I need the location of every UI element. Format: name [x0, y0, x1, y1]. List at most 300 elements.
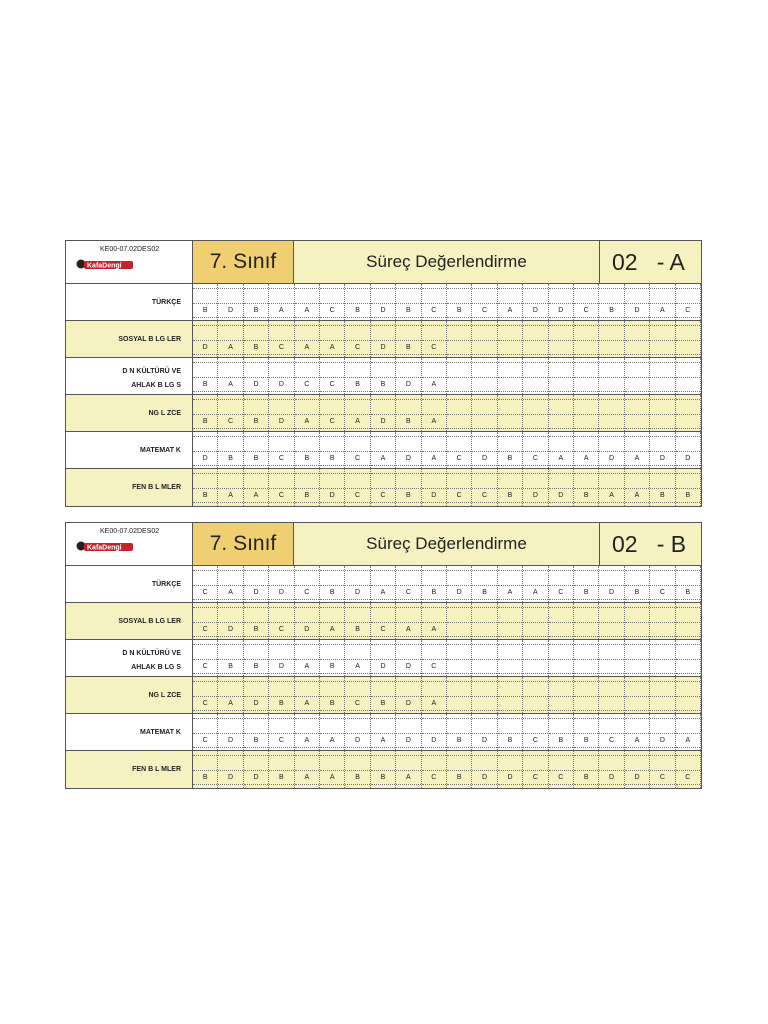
cell-guide-line	[422, 288, 446, 289]
answer-letter: A	[228, 700, 233, 707]
answer-cell	[396, 640, 421, 676]
answer-letter: C	[405, 589, 411, 596]
answer-cell	[396, 677, 421, 713]
cell-guide-line	[574, 436, 598, 437]
answer-cells	[193, 566, 701, 602]
cell-guide-line	[422, 644, 446, 645]
answer-letter: A	[228, 381, 233, 388]
cell-guide-line	[523, 770, 547, 771]
answer-cell	[625, 432, 650, 468]
cell-guide-line	[371, 599, 395, 600]
answer-cell	[244, 284, 269, 320]
cell-guide-line	[269, 622, 293, 623]
cell-guide-line	[269, 488, 293, 489]
answer-cell	[498, 432, 523, 468]
cell-guide-line	[371, 681, 395, 682]
answer-cell	[574, 603, 599, 639]
answer-letter: D	[253, 700, 259, 707]
cell-guide-line	[472, 428, 496, 429]
answer-cell	[345, 284, 370, 320]
answer-cell	[574, 432, 599, 468]
cell-guide-line	[269, 428, 293, 429]
cell-guide-line	[498, 414, 522, 415]
answer-cell	[269, 714, 294, 750]
cell-guide-line	[320, 428, 344, 429]
sheet-title: Süreç Değerlendirme	[294, 523, 600, 565]
subject-row	[66, 640, 701, 677]
answer-cell	[599, 432, 624, 468]
cell-guide-line	[650, 436, 674, 437]
cell-guide-line	[295, 354, 319, 355]
answer-cell	[599, 603, 624, 639]
cell-guide-line	[218, 473, 242, 474]
cell-guide-line	[523, 570, 547, 571]
cell-guide-line	[320, 303, 344, 304]
cell-guide-line	[472, 465, 496, 466]
cell-guide-line	[625, 303, 649, 304]
subject-row	[66, 284, 701, 321]
cell-guide-line	[650, 696, 674, 697]
answer-letter: C	[685, 307, 691, 314]
cell-guide-line	[625, 710, 649, 711]
cell-guide-line	[599, 436, 623, 437]
answer-cell	[371, 432, 396, 468]
cell-guide-line	[625, 585, 649, 586]
cell-guide-line	[676, 288, 700, 289]
answer-cell	[345, 432, 370, 468]
cell-guide-line	[396, 399, 420, 400]
answer-letter: A	[304, 307, 310, 314]
cell-guide-line	[422, 733, 446, 734]
cell-guide-line	[269, 303, 293, 304]
answer-letter: C	[355, 700, 361, 707]
cell-guide-line	[396, 340, 420, 341]
answer-letter: A	[329, 626, 335, 633]
cell-guide-line	[371, 465, 395, 466]
answer-letter: A	[329, 737, 335, 744]
answer-cell	[498, 603, 523, 639]
cell-guide-line	[218, 747, 242, 748]
answer-letter: A	[406, 774, 411, 781]
cell-guide-line	[193, 585, 217, 586]
answer-cell	[422, 603, 447, 639]
cell-guide-line	[599, 770, 623, 771]
cell-guide-line	[295, 622, 319, 623]
subject-label-line: D N KÜLTÜRÜ VE	[122, 368, 181, 375]
cell-guide-line	[193, 362, 217, 363]
cell-guide-line	[345, 317, 369, 318]
cell-guide-line	[371, 718, 395, 719]
cell-guide-line	[472, 362, 496, 363]
cell-guide-line	[295, 570, 319, 571]
cell-guide-line	[599, 585, 623, 586]
cell-guide-line	[396, 710, 420, 711]
answer-letter: C	[355, 455, 361, 462]
cell-guide-line	[422, 673, 446, 674]
cell-guide-line	[574, 570, 598, 571]
cell-guide-line	[422, 354, 446, 355]
cell-guide-line	[193, 465, 217, 466]
cell-guide-line	[269, 451, 293, 452]
answer-letter: B	[583, 492, 589, 499]
cell-guide-line	[218, 585, 242, 586]
answer-cell	[676, 321, 701, 357]
cell-guide-line	[447, 622, 471, 623]
answer-letter: A	[583, 455, 589, 462]
cell-guide-line	[244, 502, 268, 503]
cell-guide-line	[447, 465, 471, 466]
cell-guide-line	[498, 473, 522, 474]
cell-guide-line	[345, 659, 369, 660]
answer-letter: D	[532, 307, 538, 314]
cell-guide-line	[472, 303, 496, 304]
answer-letter: B	[355, 626, 360, 633]
answer-cell	[244, 677, 269, 713]
cell-guide-line	[447, 436, 471, 437]
answer-cell	[625, 321, 650, 357]
answer-cell	[523, 358, 548, 394]
answer-cell	[218, 395, 243, 431]
subject-label-line: AHLAK B LG S	[131, 664, 181, 671]
cell-guide-line	[599, 317, 623, 318]
answer-letter: C	[202, 737, 208, 744]
cell-guide-line	[523, 303, 547, 304]
cell-guide-line	[269, 770, 293, 771]
cell-guide-line	[599, 502, 623, 503]
cell-guide-line	[472, 710, 496, 711]
cell-guide-line	[676, 607, 700, 608]
answer-letter: D	[380, 344, 386, 351]
cell-guide-line	[549, 710, 573, 711]
cell-guide-line	[295, 391, 319, 392]
cell-guide-line	[193, 607, 217, 608]
cell-guide-line	[574, 451, 598, 452]
cell-guide-line	[396, 488, 420, 489]
cell-guide-line	[472, 354, 496, 355]
logo-cell	[66, 241, 193, 283]
cell-guide-line	[422, 502, 446, 503]
cell-guide-line	[599, 377, 623, 378]
cell-guide-line	[549, 673, 573, 674]
cell-guide-line	[650, 733, 674, 734]
cell-guide-line	[625, 696, 649, 697]
cell-guide-line	[498, 636, 522, 637]
cell-guide-line	[676, 733, 700, 734]
cell-guide-line	[498, 755, 522, 756]
cell-guide-line	[625, 770, 649, 771]
cell-guide-line	[650, 607, 674, 608]
answer-cell	[549, 358, 574, 394]
answer-cell	[193, 432, 218, 468]
answer-cell	[574, 358, 599, 394]
cell-guide-line	[498, 599, 522, 600]
answer-cell	[650, 751, 675, 788]
answer-cell	[320, 751, 345, 788]
answer-letter: C	[482, 492, 488, 499]
answer-letter: A	[431, 418, 437, 425]
cell-guide-line	[269, 325, 293, 326]
cell-guide-line	[345, 488, 369, 489]
cell-guide-line	[371, 414, 395, 415]
cell-guide-line	[599, 325, 623, 326]
answer-cell	[295, 677, 320, 713]
answer-cell	[193, 677, 218, 713]
cell-guide-line	[523, 502, 547, 503]
cell-guide-line	[244, 747, 268, 748]
cell-guide-line	[472, 377, 496, 378]
cell-guide-line	[650, 747, 674, 748]
cell-guide-line	[676, 451, 700, 452]
answer-letter: C	[380, 626, 386, 633]
cell-guide-line	[218, 570, 242, 571]
answer-letter: A	[685, 737, 691, 744]
cell-guide-line	[447, 354, 471, 355]
answer-cell	[676, 395, 701, 431]
cell-guide-line	[396, 755, 420, 756]
cell-guide-line	[625, 733, 649, 734]
answer-cell	[422, 751, 447, 788]
cell-guide-line	[472, 436, 496, 437]
answer-cell	[650, 284, 675, 320]
answer-cells	[193, 714, 701, 750]
answer-cell	[676, 751, 701, 788]
answer-cell	[345, 321, 370, 357]
cell-guide-line	[422, 428, 446, 429]
cell-guide-line	[345, 644, 369, 645]
cell-guide-line	[676, 681, 700, 682]
answer-cell	[371, 321, 396, 357]
cell-guide-line	[650, 414, 674, 415]
cell-guide-line	[371, 399, 395, 400]
cell-guide-line	[676, 585, 700, 586]
cell-guide-line	[218, 710, 242, 711]
cell-guide-line	[599, 340, 623, 341]
answer-letter: D	[659, 455, 665, 462]
answer-cell	[676, 469, 701, 506]
answer-cell	[574, 640, 599, 676]
answer-cell	[422, 395, 447, 431]
answer-key-sheet	[65, 522, 702, 789]
cell-guide-line	[345, 755, 369, 756]
cell-guide-line	[218, 377, 242, 378]
answer-cell	[447, 714, 472, 750]
cell-guide-line	[269, 681, 293, 682]
cell-guide-line	[345, 570, 369, 571]
cell-guide-line	[244, 644, 268, 645]
answer-letter: C	[456, 455, 462, 462]
sheet-header	[66, 523, 701, 566]
answer-cell	[320, 714, 345, 750]
answer-letter: B	[406, 344, 411, 351]
answer-cell	[447, 751, 472, 788]
cell-guide-line	[218, 755, 242, 756]
answer-letter: B	[253, 307, 259, 314]
answer-cell	[422, 566, 447, 602]
cell-guide-line	[650, 755, 674, 756]
cell-guide-line	[422, 399, 446, 400]
answer-letter: D	[482, 455, 488, 462]
answer-letter: C	[558, 774, 564, 781]
cell-guide-line	[447, 399, 471, 400]
cell-guide-line	[599, 644, 623, 645]
answer-cell	[498, 677, 523, 713]
cell-guide-line	[295, 465, 319, 466]
cell-guide-line	[625, 428, 649, 429]
cell-guide-line	[599, 465, 623, 466]
cell-guide-line	[244, 585, 268, 586]
cell-guide-line	[371, 303, 395, 304]
answer-cell	[472, 677, 497, 713]
answer-cell	[320, 395, 345, 431]
answer-cell	[371, 284, 396, 320]
answer-cell	[523, 714, 548, 750]
answer-cell	[523, 284, 548, 320]
answer-cell	[345, 358, 370, 394]
cell-guide-line	[396, 414, 420, 415]
cell-guide-line	[472, 784, 496, 785]
cell-guide-line	[320, 636, 344, 637]
cell-guide-line	[650, 673, 674, 674]
answer-cell	[269, 677, 294, 713]
answer-cell	[650, 714, 675, 750]
cell-guide-line	[599, 428, 623, 429]
answer-letter: A	[558, 455, 564, 462]
answer-cells	[193, 284, 701, 320]
answer-cell	[218, 432, 243, 468]
answer-letter: D	[609, 589, 615, 596]
cell-guide-line	[549, 428, 573, 429]
cell-guide-line	[676, 414, 700, 415]
cell-guide-line	[650, 718, 674, 719]
answer-letter: D	[355, 737, 361, 744]
cell-guide-line	[295, 325, 319, 326]
subject-label-line: FEN B L MLER	[132, 766, 181, 773]
cell-guide-line	[549, 636, 573, 637]
cell-guide-line	[371, 570, 395, 571]
cell-guide-line	[244, 710, 268, 711]
answer-letter: C	[380, 492, 386, 499]
subject-label-line: NG L ZCE	[148, 410, 181, 417]
cell-guide-line	[472, 325, 496, 326]
answer-letter: A	[304, 344, 310, 351]
cell-guide-line	[676, 755, 700, 756]
answer-cell	[574, 677, 599, 713]
answer-letter: A	[304, 774, 310, 781]
answer-letter: B	[279, 700, 284, 707]
cell-guide-line	[549, 570, 573, 571]
answer-cell	[650, 395, 675, 431]
cell-guide-line	[574, 340, 598, 341]
cell-guide-line	[193, 636, 217, 637]
cell-guide-line	[523, 391, 547, 392]
cell-guide-line	[269, 585, 293, 586]
answer-letter: B	[329, 700, 335, 707]
cell-guide-line	[472, 317, 496, 318]
answer-cell	[498, 751, 523, 788]
cell-guide-line	[498, 733, 522, 734]
answer-cell	[396, 469, 421, 506]
answer-cell	[676, 566, 701, 602]
cell-guide-line	[625, 607, 649, 608]
cell-guide-line	[320, 673, 344, 674]
cell-guide-line	[625, 681, 649, 682]
cell-guide-line	[447, 570, 471, 571]
cell-guide-line	[549, 399, 573, 400]
answer-letter: C	[659, 589, 665, 596]
cell-guide-line	[574, 465, 598, 466]
answer-letter: D	[405, 700, 411, 707]
answer-cell	[625, 714, 650, 750]
subject-row	[66, 358, 701, 395]
cell-guide-line	[396, 377, 420, 378]
cell-guide-line	[625, 399, 649, 400]
answer-cell	[549, 677, 574, 713]
cell-guide-line	[396, 784, 420, 785]
cell-guide-line	[650, 303, 674, 304]
answer-letter: C	[482, 307, 488, 314]
answer-letter: A	[609, 492, 614, 499]
cell-guide-line	[320, 377, 344, 378]
cell-guide-line	[472, 622, 496, 623]
cell-guide-line	[396, 718, 420, 719]
cell-guide-line	[218, 659, 242, 660]
answer-letter: A	[228, 492, 233, 499]
cell-guide-line	[599, 399, 623, 400]
cell-guide-line	[320, 696, 344, 697]
cell-guide-line	[345, 465, 369, 466]
answer-letter: A	[228, 344, 233, 351]
cell-guide-line	[320, 585, 344, 586]
cell-guide-line	[345, 473, 369, 474]
answer-cell	[218, 284, 243, 320]
answer-cell	[549, 432, 574, 468]
answer-cell	[676, 432, 701, 468]
booklet-code: 02 - B	[600, 523, 701, 565]
answer-cell	[244, 358, 269, 394]
answer-cell	[447, 321, 472, 357]
cell-guide-line	[523, 488, 547, 489]
cell-guide-line	[295, 502, 319, 503]
answer-cells	[193, 469, 701, 506]
cell-guide-line	[218, 718, 242, 719]
cell-guide-line	[650, 599, 674, 600]
cell-guide-line	[345, 747, 369, 748]
cell-guide-line	[396, 502, 420, 503]
cell-guide-line	[193, 570, 217, 571]
cell-guide-line	[447, 659, 471, 660]
answer-letter: C	[355, 492, 361, 499]
cell-guide-line	[345, 451, 369, 452]
cell-guide-line	[676, 710, 700, 711]
answer-cell	[396, 432, 421, 468]
answer-cell	[396, 714, 421, 750]
answer-cell	[549, 395, 574, 431]
cell-guide-line	[549, 473, 573, 474]
answer-cell	[269, 321, 294, 357]
answer-letter: B	[202, 774, 208, 781]
cell-guide-line	[371, 696, 395, 697]
answer-cell	[320, 677, 345, 713]
answer-letter: C	[278, 455, 284, 462]
cell-guide-line	[447, 317, 471, 318]
answer-letter: B	[355, 307, 360, 314]
cell-guide-line	[676, 570, 700, 571]
cell-guide-line	[549, 599, 573, 600]
answer-letter: A	[279, 307, 284, 314]
cell-guide-line	[599, 473, 623, 474]
answer-letter: D	[253, 381, 259, 388]
cell-guide-line	[422, 317, 446, 318]
